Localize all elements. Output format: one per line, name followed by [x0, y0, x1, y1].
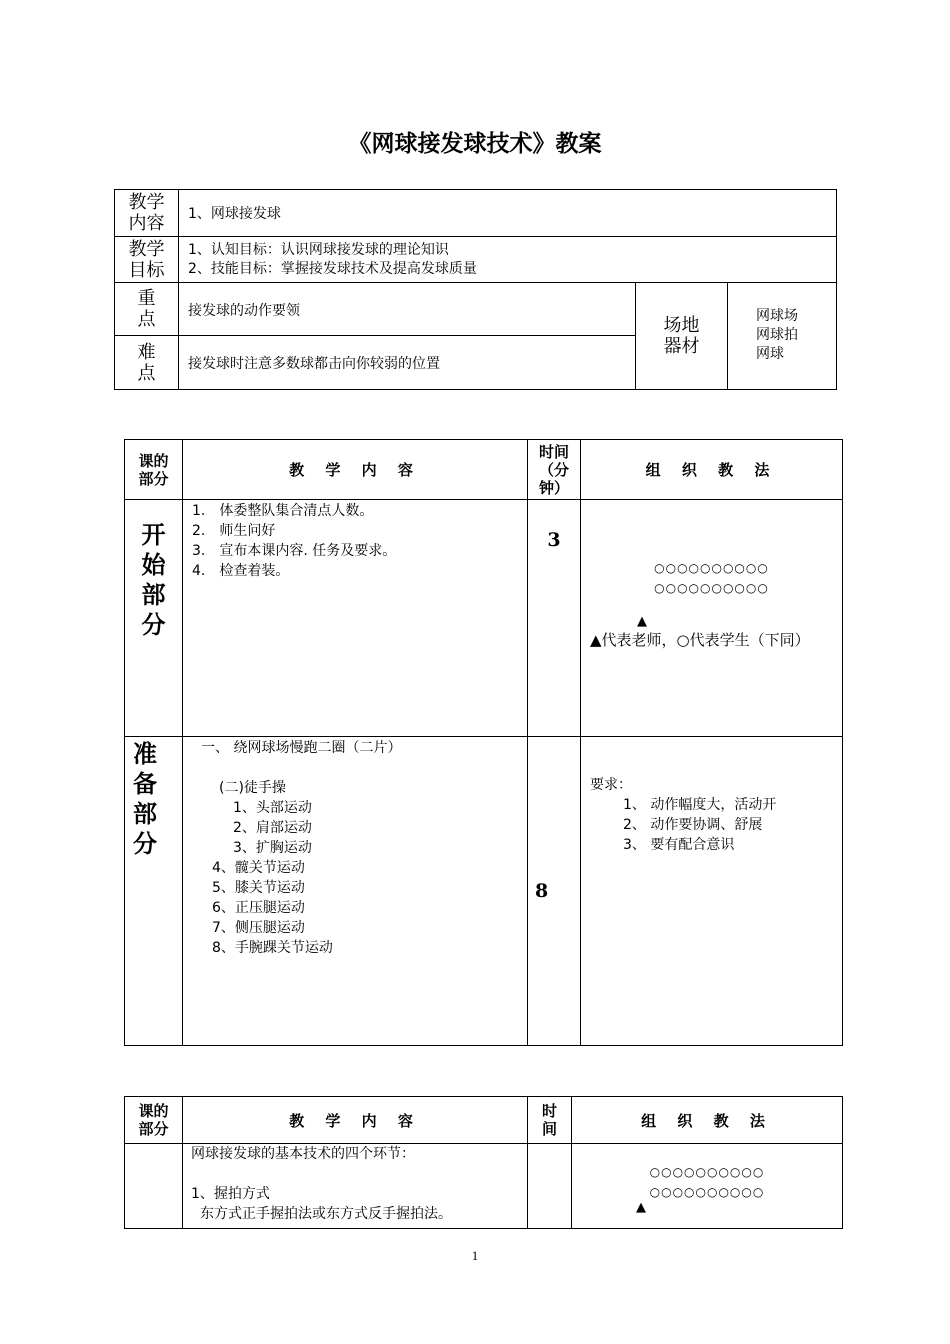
step-title: 1、握拍方式	[191, 1186, 270, 1202]
prep-sub-item: 3、扩胸运动	[233, 840, 312, 856]
page-title: 《网球接发球技术》教案	[348, 131, 602, 157]
start-time: 3	[528, 500, 581, 737]
req-item: 2、 动作要协调、舒展	[623, 817, 763, 833]
prep-sub-item: 8、手腕踝关节运动	[212, 940, 333, 956]
prep-item: (二)徒手操	[219, 780, 286, 796]
goal-label: 教学目标	[115, 237, 179, 283]
teacher-mark: ▲	[636, 1200, 646, 1215]
header-content: 教 学 内 容	[183, 1097, 528, 1144]
content-label: 教学内容	[115, 190, 179, 237]
lesson-table	[124, 439, 843, 1046]
prep-sub-item: 4、髋关节运动	[212, 860, 305, 876]
prep-sub-item: 6、正压腿运动	[212, 900, 305, 916]
header-method: 组 织 教 法	[572, 1097, 843, 1144]
page-number: 1	[471, 1248, 479, 1263]
prep-sub-item: 7、侧压腿运动	[212, 920, 305, 936]
time-cell	[528, 1144, 572, 1229]
lesson-table-2	[124, 1096, 843, 1229]
difficulty-value: 接发球时注意多数球都击向你较弱的位置	[179, 336, 636, 390]
venue-label: 场地器材	[636, 283, 728, 390]
header-time: 时间	[528, 1097, 572, 1144]
venue-item: 网球	[756, 346, 784, 362]
content-value: 1、网球接发球	[179, 190, 837, 237]
goal-2: 2、技能目标：掌握接发球技术及提高发球质量	[188, 260, 477, 277]
prep-sub-item: 1、头部运动	[233, 800, 312, 816]
table3-method	[572, 1144, 843, 1229]
venue-item: 网球拍	[756, 327, 798, 343]
legend: ▲代表老师，○代表学生（下同）	[590, 631, 810, 649]
start-item: 1. 体委整队集合清点人数。	[192, 503, 374, 519]
req-label: 要求：	[590, 777, 632, 793]
venue-item: 网球场	[756, 308, 798, 324]
prep-sub-item: 5、膝关节运动	[212, 880, 305, 896]
formation-row: ○○○○○○○○○○	[654, 561, 769, 575]
req-item: 1、 动作幅度大，活动开	[623, 797, 777, 813]
venue-items	[728, 283, 837, 390]
teacher-mark: ▲	[637, 614, 647, 629]
table3-content	[183, 1144, 528, 1229]
info-table	[114, 189, 837, 390]
header-time: 时间（分钟）	[528, 440, 581, 500]
prep-item: 一、 绕网球场慢跑二圈（二片）	[201, 740, 402, 756]
header-content: 教 学 内 容	[183, 440, 528, 500]
start-item: 3. 宣布本课内容. 任务及要求。	[192, 543, 397, 559]
prep-section-label: 准备部分	[125, 737, 183, 1046]
prep-time: 8	[528, 737, 581, 1046]
goal-1: 1、认知目标：认识网球接发球的理论知识	[188, 241, 449, 258]
formation-row: ○○○○○○○○○○	[649, 1165, 765, 1179]
difficulty-label: 难点	[115, 336, 179, 390]
step-detail: 东方式正手握拍法或东方式反手握拍法。	[200, 1206, 452, 1222]
start-items	[183, 500, 528, 737]
part-cell	[125, 1144, 183, 1229]
start-item: 4. 检查着装。	[192, 563, 290, 579]
key-label: 重点	[115, 283, 179, 336]
prep-requirements	[581, 737, 843, 1046]
req-item: 3、 要有配合意识	[623, 837, 735, 853]
formation-row: ○○○○○○○○○○	[654, 581, 769, 595]
key-value: 接发球的动作要领	[179, 283, 636, 336]
header-method: 组 织 教 法	[581, 440, 843, 500]
start-section-label: 开始部分	[125, 500, 183, 737]
formation-row: ○○○○○○○○○○	[649, 1185, 765, 1199]
goals	[179, 237, 837, 283]
header-part: 课的部分	[125, 440, 183, 500]
start-method	[581, 500, 843, 737]
intro-text: 网球接发球的基本技术的四个环节：	[191, 1146, 415, 1162]
start-item: 2. 师生问好	[192, 523, 276, 539]
prep-items	[183, 737, 528, 1046]
header-part: 课的部分	[125, 1097, 183, 1144]
prep-sub-item: 2、肩部运动	[233, 820, 312, 836]
